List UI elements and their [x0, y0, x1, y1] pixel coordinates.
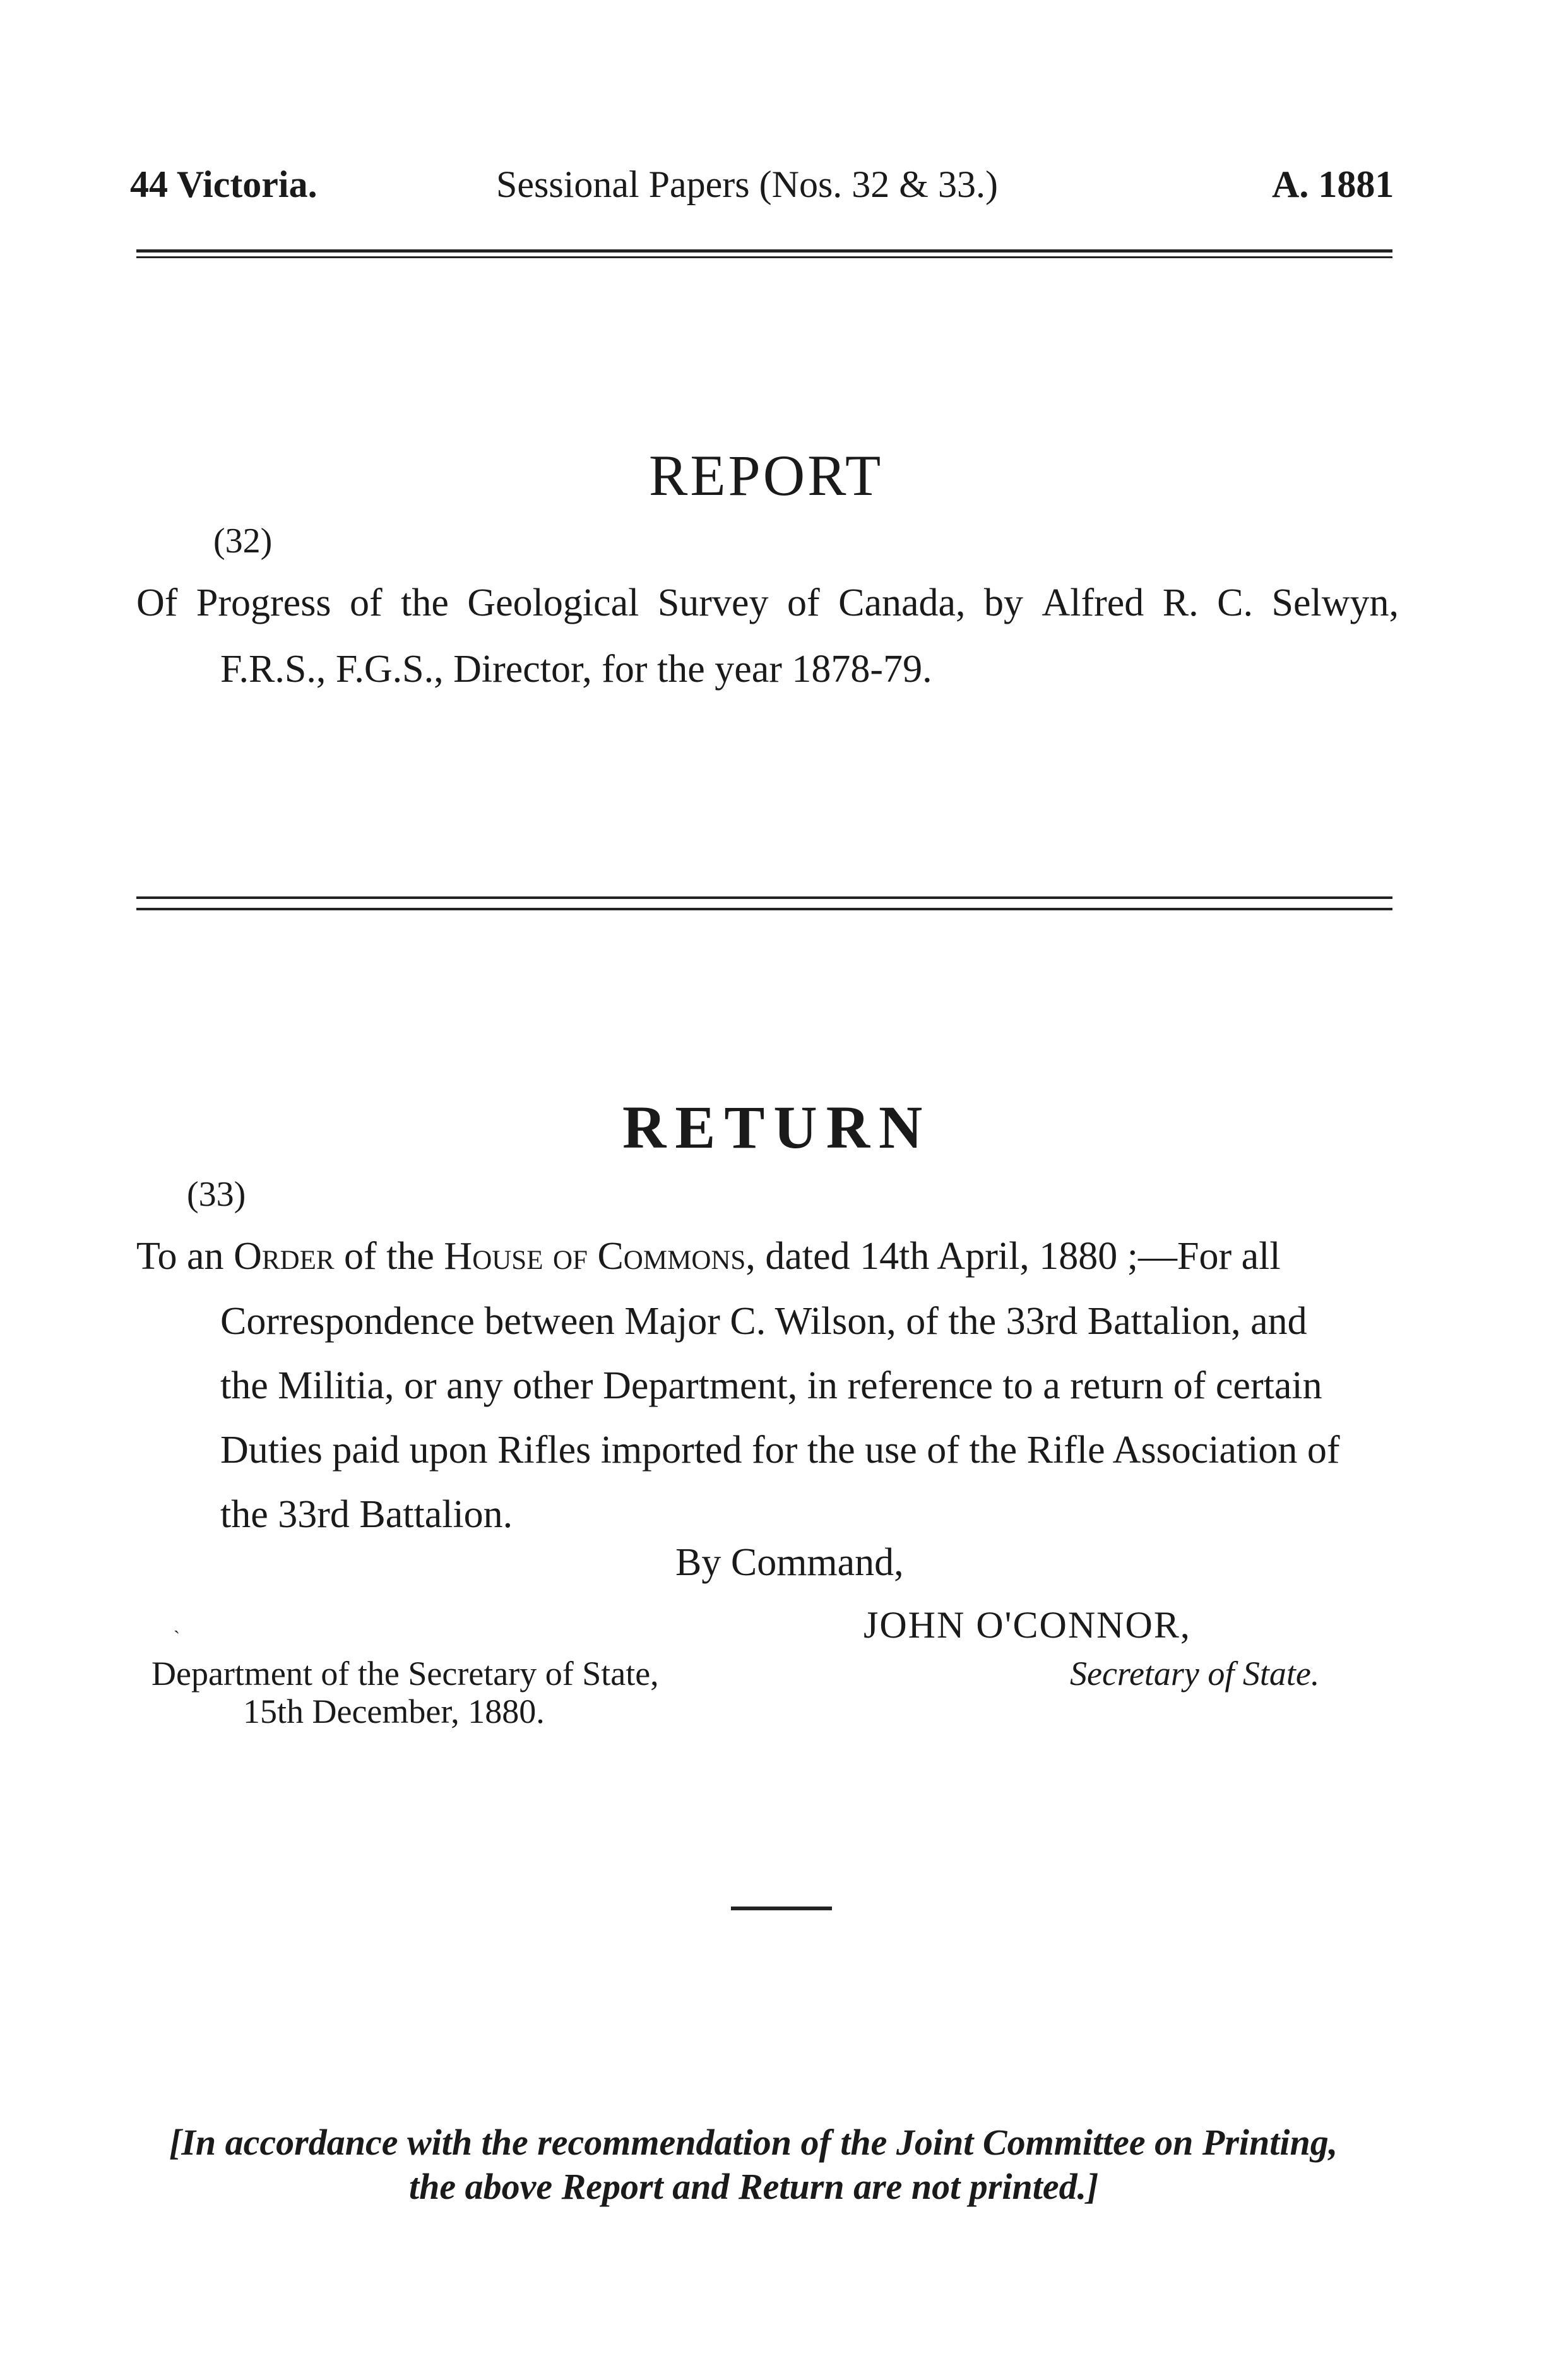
return-order: Order [234, 1235, 335, 1278]
report-line1-word: Survey [657, 581, 769, 624]
header-papers: Sessional Papers (Nos. 32 & 33.) [496, 164, 998, 205]
report-line1-word: of [786, 581, 820, 624]
department: Department of the Secretary of State, [151, 1655, 659, 1693]
report-line1-word: the [401, 581, 449, 624]
header-rule-thick [136, 249, 1392, 253]
report-line1-word: by [984, 581, 1024, 624]
header-year: A. 1881 [1272, 164, 1394, 205]
report-number: (32) [213, 521, 273, 561]
header-rule-thin [136, 256, 1392, 258]
footnote-line-1: [In accordance with the recommendation of the Joint Committee on Printing, [169, 2122, 1338, 2163]
return-of-the: of the [344, 1235, 434, 1278]
return-line-1 [136, 1234, 1281, 1279]
report-title: REPORT [649, 443, 884, 508]
report-line1-word: Of [136, 581, 178, 624]
return-line1-rest: , dated 14th April, 1880 ;—For all [745, 1235, 1281, 1278]
report-line1-word: Progress [196, 581, 331, 624]
signer-name: JOHN O'CONNOR, [864, 1604, 1191, 1646]
stray-mark: ˎ [174, 1613, 180, 1634]
return-line-4: Duties paid upon Rifles imported for the use of the Rifle Association of [220, 1429, 1340, 1472]
return-house: House of Commons [444, 1235, 746, 1278]
report-line1-word: R. [1162, 581, 1199, 624]
return-title: RETURN [622, 1093, 932, 1161]
report-line1-word: Selwyn, [1271, 581, 1399, 624]
report-line1-word: Geological [467, 581, 639, 624]
section-divider-top [136, 896, 1392, 899]
return-line-3: the Militia, or any other Department, in reference to a return of certain [220, 1364, 1322, 1407]
return-to: To an [136, 1235, 224, 1278]
report-line1-word: Canada, [838, 581, 966, 624]
short-rule [731, 1907, 832, 1910]
report-line1-word: C. [1217, 581, 1253, 624]
report-line-1 [136, 581, 1399, 626]
by-command: By Command, [675, 1541, 904, 1584]
return-line-2: Correspondence between Major C. Wilson, of the 33rd Battalion, and [220, 1300, 1307, 1343]
report-line1-word: Alfred [1042, 581, 1144, 624]
report-line1-word: of [349, 581, 383, 624]
signature-date: 15th December, 1880. [243, 1693, 545, 1730]
signer-title: Secretary of State. [1070, 1655, 1320, 1693]
header-session: 44 Victoria. [130, 164, 318, 205]
return-number: (33) [187, 1175, 246, 1214]
section-divider-bottom [136, 908, 1392, 910]
return-line-5: the 33rd Battalion. [220, 1493, 513, 1536]
footnote-line-2: the above Report and Return are not printed.] [409, 2166, 1099, 2207]
report-line-2: F.R.S., F.G.S., Director, for the year 1878-79. [220, 648, 932, 691]
